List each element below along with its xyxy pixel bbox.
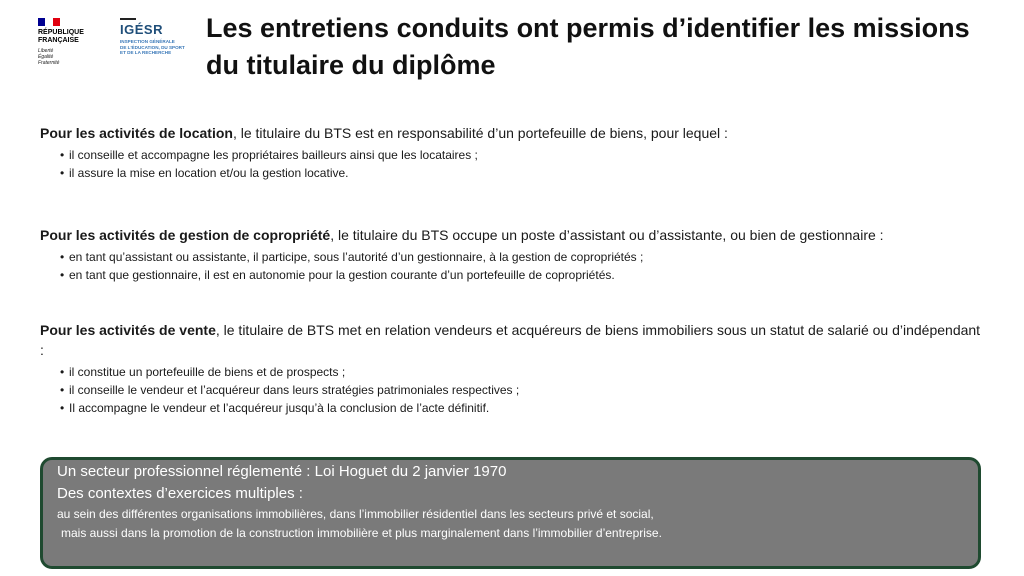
list-item [60,248,985,266]
flag-white-stripe [45,18,52,26]
list-item-text: Il accompagne le vendeur et l’acquéreur jusqu’à la conclusion de l’acte définitif. [69,401,490,415]
bullet-list [40,363,985,417]
bullet-icon: • [60,401,65,415]
summary-line-promotion: mais aussi dans la promotion de la construction immobilière et plus marginalement dans l’immobilier d’entreprise. [61,526,662,540]
section-heading: Pour les activités de vente [40,322,216,338]
bullet-icon: • [60,250,65,264]
list-item [60,381,985,399]
section-heading: Pour les activités de gestion de copropriété [40,227,331,243]
section-vente [40,320,985,417]
igesr-subtitle-line: INSPECTION GÉNÉRALE [120,39,175,44]
rf-motto-line: Fraternité [38,60,60,66]
igesr-name: IGÉSR [120,22,163,37]
list-item [60,164,985,182]
page-title: Les entretiens conduits ont permis d’identifier les missions du titulaire du diplôme [206,13,970,80]
igesr-subtitle [120,39,200,56]
list-item-text: il conseille le vendeur et l’acquéreur dans leurs stratégies patrimoniales respectives ; [69,383,520,397]
igesr-subtitle-line: DE L'ÉDUCATION, DU SPORT [120,44,185,50]
igesr-bar-icon [120,18,136,20]
summary-line-organisations: au sein des différentes organisations immobilières, dans l’immobilier résidentiel dans les secteurs privé et social, [57,507,654,521]
bullet-icon: • [60,365,65,379]
summary-box [40,457,981,569]
list-item-text: il assure la mise en location et/ou la gestion locative. [69,166,349,180]
section-copropriete [40,225,985,284]
rf-motto-line: Liberté [38,48,54,54]
rf-motto [38,48,108,66]
rf-name-line1: RÉPUBLIQUE [38,29,84,36]
list-item-text: il constitue un portefeuille de biens et de prospects ; [69,365,346,379]
list-item-text: en tant que gestionnaire, il est en autonomie pour la gestion courante d’un portefeuille de copropriétés. [69,268,615,282]
bullet-icon: • [60,383,65,397]
list-item [60,146,985,164]
list-item [60,266,985,284]
bullet-icon: • [60,166,65,180]
section-text: , le titulaire du BTS est en responsabilité d’un portefeuille de biens, pour lequel : [232,125,728,141]
flag-blue-stripe [38,18,45,26]
list-item [60,363,985,381]
summary-line-regulation: Un secteur professionnel réglementé : Loi Hoguet du 2 janvier 1970 [57,463,507,480]
section-intro [40,123,985,143]
rf-name-line2: FRANÇAISE [38,37,79,44]
flag-red-stripe [53,18,60,26]
list-item [60,399,985,417]
igesr-subtitle-line: ET DE LA RECHERCHE [120,50,172,55]
bullet-icon: • [60,268,65,282]
french-flag-icon [38,18,60,26]
section-intro [40,320,985,360]
section-text: , le titulaire de BTS met en relation vendeurs et acquéreurs de biens immobiliers sous un statut de salarié ou d’indépendant : [40,322,981,358]
summary-line-contexts: Des contextes d’exercices multiples : [57,485,303,502]
list-item-text: il conseille et accompagne les propriétaires bailleurs ainsi que les locataires ; [69,148,478,162]
section-intro [40,225,985,245]
bullet-list [40,248,985,284]
section-text: , le titulaire du BTS occupe un poste d’assistant ou d’assistante, ou bien de gestionnaire : [330,227,884,243]
bullet-icon: • [60,148,65,162]
rf-motto-line: Égalité [38,54,54,60]
section-location [40,123,985,182]
bullet-list [40,146,985,182]
igesr-logo [120,18,200,56]
list-item-text: en tant qu’assistant ou assistante, il participe, sous l’autorité d’un gestionnaire, à la gestion de copropriétés ; [69,250,644,264]
republique-francaise-logo [38,18,108,66]
section-heading: Pour les activités de location [40,125,233,141]
